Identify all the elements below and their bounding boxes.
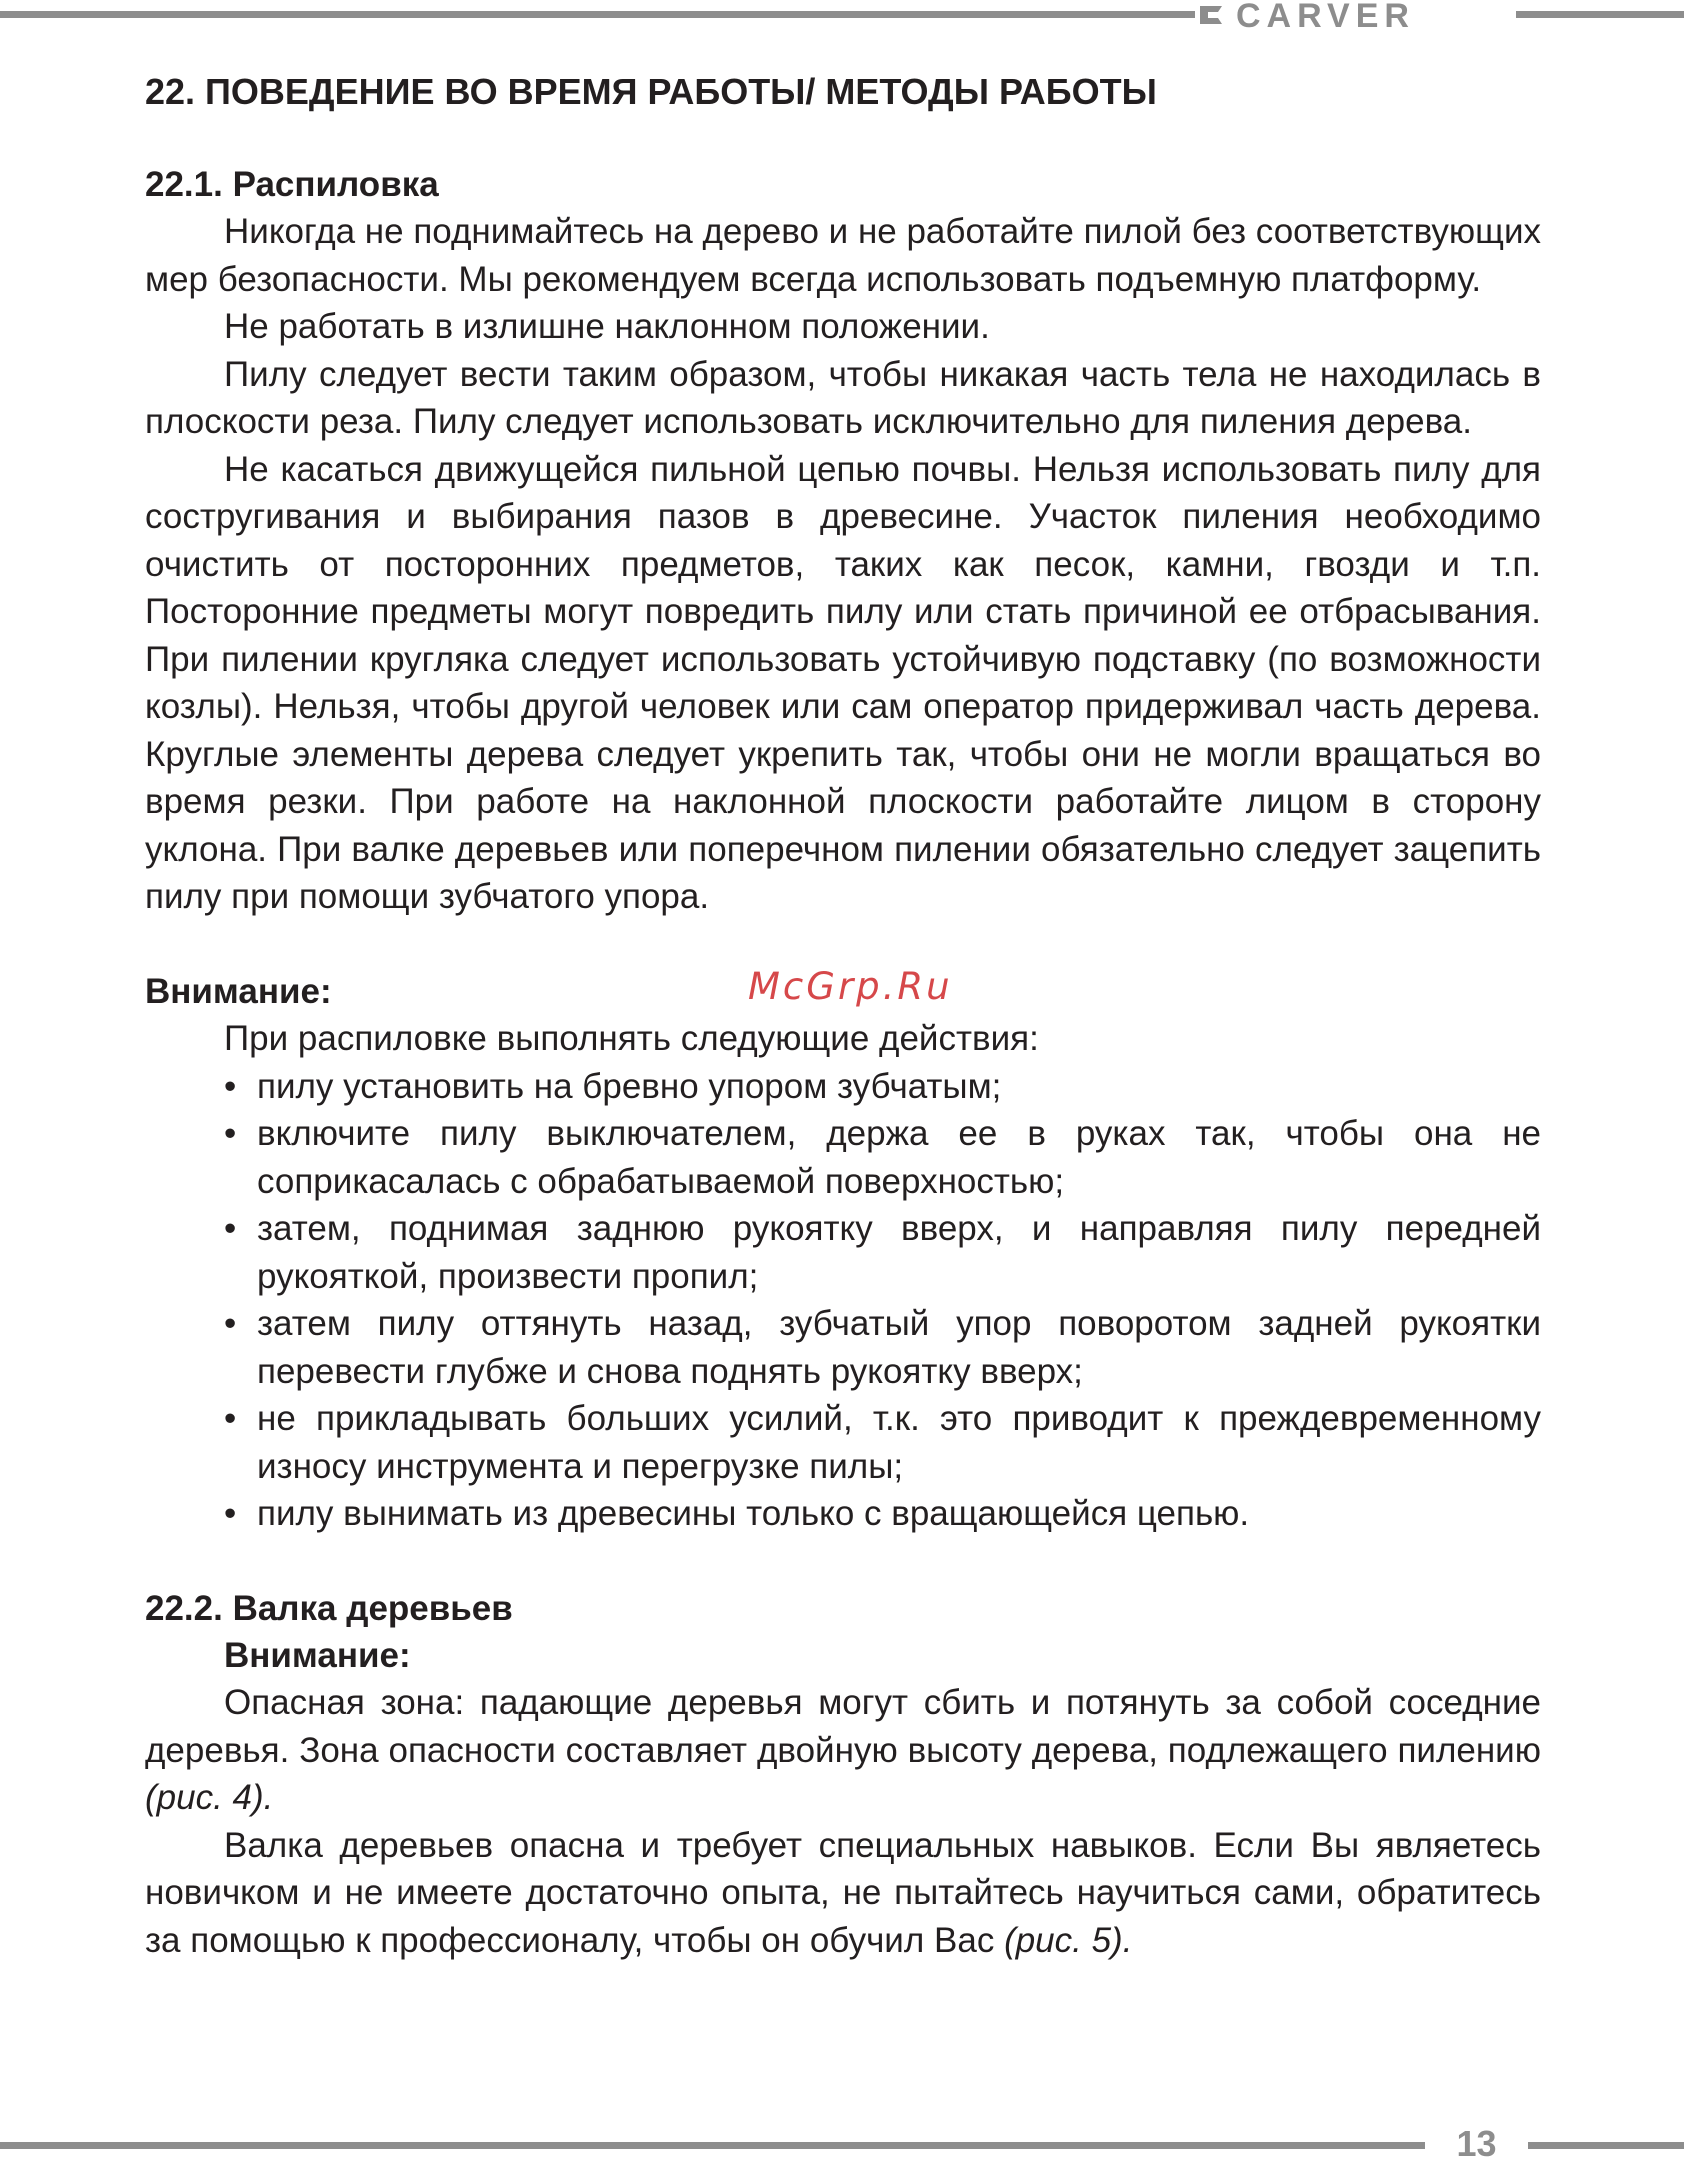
attention-label: Внимание: [145, 971, 332, 1011]
list-item: • пилу вынимать из древесины только с вращающейся цепью. [224, 1490, 1541, 1538]
subsection-title-sawing: 22.1. Распиловка [145, 165, 439, 204]
svg-text:CARVER: CARVER [1236, 0, 1415, 30]
paragraph [145, 1679, 1541, 1822]
footer-rule-left [0, 2142, 1425, 2149]
paragraph-text: Опасная зона: падающие деревья могут сбить и потянуть за собой соседние деревья. Зона опасности составляет двойную высоту дерева, подлежащего пилению [145, 1683, 1541, 1770]
paragraph-text: Валка деревьев опасна и требует специальных навыков. Если Вы являетесь новичком и не имеете достаточно опыта, не пытайтесь научиться сами, обратитесь за помощью к профессионалу, чтобы он обучил Вас [145, 1825, 1541, 1960]
subsection-title-felling: 22.2. Валка деревьев [145, 1588, 513, 1628]
header-rule-left [0, 11, 1195, 18]
list-item: • затем, поднимая заднюю рукоятку вверх, и направляя пилу передней рукояткой, произвести пропил; [224, 1205, 1541, 1300]
figure-reference[interactable]: (рис. 4). [145, 1778, 274, 1817]
paragraph: Пилу следует вести таким образом, чтобы никакая часть тела не находилась в плоскости реза. Пилу следует использовать исключительно для пиления дерева. [145, 354, 1541, 441]
figure-reference[interactable]: (рис. 5). [1004, 1920, 1133, 1960]
steps-list [145, 1063, 1541, 1538]
page-content [145, 68, 1541, 1964]
watermark: McGrp.Ru [748, 964, 953, 1008]
carver-logo [1198, 0, 1516, 30]
footer-rule-right [1528, 2142, 1684, 2149]
section-title: 22. ПОВЕДЕНИЕ ВО ВРЕМЯ РАБОТЫ/ МЕТОДЫ РАБОТЫ [145, 71, 1157, 112]
paragraph [145, 1822, 1541, 1965]
attention-label: Внимание: [224, 1635, 411, 1675]
paragraph: Не касаться движущейся пильной цепью почвы. Нельзя использовать пилу для состругивания и выбирания пазов в древесине. Участок пиления необходимо очистить от посторонних предметов, таких как песок, камни, гвозди и т.п. Посторонние предметы могут повредить пилу или стать причиной ее отбрасывания. При пилении кругляка следует использовать устойчивую подставку (по возможности козлы). Нельзя, чтобы другой человек или сам оператор придерживал часть дерева. Круглые элементы дерева следует укрепить так, чтобы они не могли вращаться во время резки. При работе на наклонной плоскости работайте лицом в сторону уклона. При валке деревьев или поперечном пилении обязательно следует зацепить пилу при помощи зубчатого упора. [145, 449, 1541, 916]
page-number: 13 [1456, 2123, 1497, 2164]
list-item: • включите пилу выключателем, держа ее в руках так, чтобы она не соприкасалась с обрабатываемой поверхностью; [224, 1110, 1541, 1205]
header-rule-right [1516, 11, 1684, 18]
paragraph: Никогда не поднимайтесь на дерево и не работайте пилой без соответствующих мер безопасности. Мы рекомендуем всегда использовать подъемную платформу. [145, 212, 1541, 299]
list-item: • пилу установить на бревно упором зубчатым; [224, 1063, 1541, 1111]
paragraph: Не работать в излишне наклонном положении. [224, 307, 990, 346]
list-item: • затем пилу оттянуть назад, зубчатый упор поворотом задней рукоятки перевести глубже и снова поднять рукоятку вверх; [224, 1300, 1541, 1395]
list-item: • не прикладывать больших усилий, т.к. это приводит к преждевременному износу инструмента и перегрузке пилы; [224, 1395, 1541, 1490]
attention-intro: При распиловке выполнять следующие действия: [224, 1019, 1039, 1058]
attention-row [145, 964, 1541, 1016]
